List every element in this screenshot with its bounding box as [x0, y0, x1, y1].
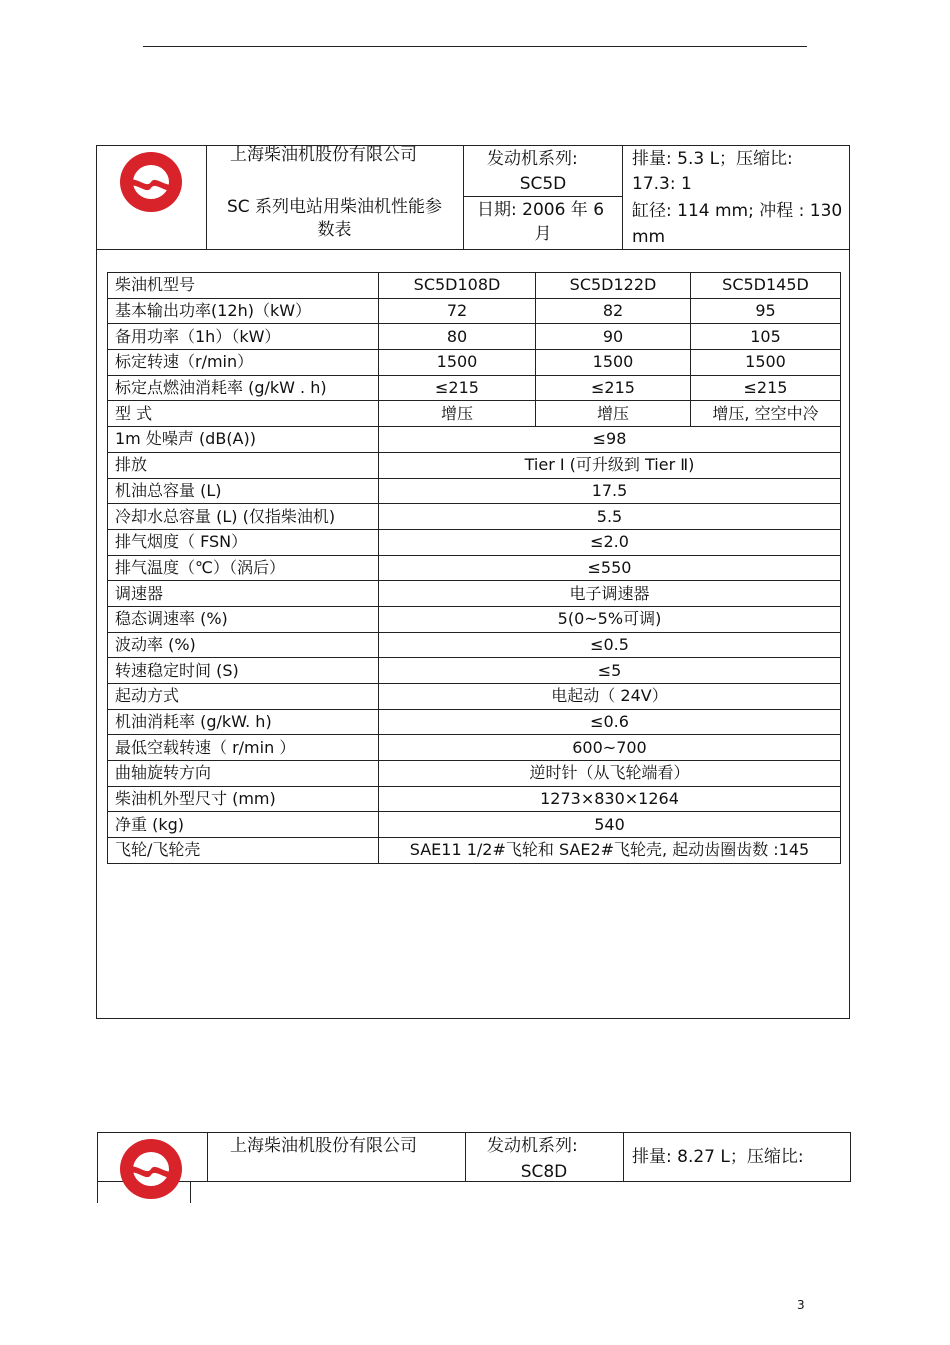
series-label: 发动机系列:	[487, 149, 578, 169]
table-row	[108, 761, 841, 787]
table-row	[108, 478, 841, 504]
row-value: 17.5	[379, 478, 841, 504]
table-row	[108, 709, 841, 735]
row-value: 增压	[536, 401, 691, 427]
row-value: 1500	[536, 350, 691, 376]
row-label: 排气温度（℃）（涡后）	[108, 555, 379, 581]
row-label: 机油总容量 (L)	[108, 478, 379, 504]
row-value: 95	[691, 298, 841, 324]
table-row	[108, 324, 841, 350]
row-label: 冷却水总容量 (L) (仅指柴油机)	[108, 504, 379, 530]
row-value: 1500	[379, 350, 536, 376]
table-row	[108, 350, 841, 376]
table-header-row	[108, 273, 841, 299]
table-row	[108, 838, 841, 864]
table-row	[108, 504, 841, 530]
table-row	[108, 427, 841, 453]
page-number: 3	[797, 1298, 805, 1312]
table-row	[108, 684, 841, 710]
row-value: ≤0.6	[379, 709, 841, 735]
row-value: 电子调速器	[379, 581, 841, 607]
table-row	[108, 452, 841, 478]
row-value: 5.5	[379, 504, 841, 530]
row-label: 备用功率（1h）（kW）	[108, 324, 379, 350]
row-label: 柴油机型号	[108, 273, 379, 299]
company-logo-2	[118, 1137, 184, 1201]
company-name-2: 上海柴油机股份有限公司	[230, 1136, 417, 1156]
spec-displacement-2: 排量: 8.27 L；压缩比:	[632, 1147, 804, 1167]
series-label-2: 发动机系列:	[487, 1136, 578, 1156]
table-row	[108, 298, 841, 324]
row-value: Tier Ⅰ (可升级到 Tier Ⅱ)	[379, 452, 841, 478]
row-value: ≤215	[379, 375, 536, 401]
table-row	[108, 401, 841, 427]
row-label: 柴油机外型尺寸 (mm)	[108, 786, 379, 812]
row-label: 基本输出功率(12h)（kW）	[108, 298, 379, 324]
row-value: 增压	[379, 401, 536, 427]
series-value-2: SC8D	[520, 1162, 568, 1182]
performance-table	[107, 272, 841, 864]
row-value: ≤98	[379, 427, 841, 453]
row-label: 波动率 (%)	[108, 632, 379, 658]
row-value: ≤5	[379, 658, 841, 684]
row-label: 标定点燃油消耗率 (g/kW . h)	[108, 375, 379, 401]
spec-displacement: 排量: 5.3 L；压缩比:	[632, 149, 793, 169]
row-label: 曲轴旋转方向	[108, 761, 379, 787]
row-value: 1500	[691, 350, 841, 376]
row-label: 机油消耗率 (g/kW. h)	[108, 709, 379, 735]
row-value: ≤0.5	[379, 632, 841, 658]
row-label: 转速稳定时间 (S)	[108, 658, 379, 684]
doc-title-line2: 数表	[317, 220, 352, 240]
row-value: 增压, 空空中冷	[691, 401, 841, 427]
spec-bore-stroke: 缸径: 114 mm; 冲程 : 130	[632, 201, 843, 221]
row-label: 稳态调速率 (%)	[108, 606, 379, 632]
table-row	[108, 606, 841, 632]
row-value: 105	[691, 324, 841, 350]
row-value: ≤2.0	[379, 529, 841, 555]
date-line2: 月	[534, 224, 552, 244]
row-value: SC5D145D	[691, 273, 841, 299]
top-rule	[143, 46, 807, 47]
row-value: 电起动（ 24V）	[379, 684, 841, 710]
row-value: 5(0~5%可调)	[379, 606, 841, 632]
row-value: 逆时针（从飞轮端看）	[379, 761, 841, 787]
row-value: ≤215	[536, 375, 691, 401]
table-row	[108, 658, 841, 684]
date-line1: 日期: 2006 年 6	[477, 200, 605, 220]
table-row	[108, 529, 841, 555]
table-row	[108, 555, 841, 581]
table-row	[108, 581, 841, 607]
table-row	[108, 786, 841, 812]
row-label: 飞轮/飞轮壳	[108, 838, 379, 864]
row-value: SAE11 1/2#飞轮和 SAE2#飞轮壳, 起动齿圈齿数 :145	[379, 838, 841, 864]
row-value: 540	[379, 812, 841, 838]
row-value: ≤550	[379, 555, 841, 581]
company-name: 上海柴油机股份有限公司	[230, 145, 417, 165]
row-value: 72	[379, 298, 536, 324]
row-label: 起动方式	[108, 684, 379, 710]
spec-unit: mm	[632, 227, 666, 247]
company-logo	[118, 150, 184, 214]
row-label: 排放	[108, 452, 379, 478]
row-value: 1273×830×1264	[379, 786, 841, 812]
row-label: 排气烟度（ FSN）	[108, 529, 379, 555]
spec-compression: 17.3: 1	[632, 174, 692, 194]
table-row	[108, 812, 841, 838]
row-value: ≤215	[691, 375, 841, 401]
row-value: SC5D122D	[536, 273, 691, 299]
table-row	[108, 375, 841, 401]
table-row	[108, 735, 841, 761]
row-value: SC5D108D	[379, 273, 536, 299]
table-row	[108, 632, 841, 658]
row-label: 最低空载转速（ r/min ）	[108, 735, 379, 761]
row-value: 600~700	[379, 735, 841, 761]
row-label: 型 式	[108, 401, 379, 427]
row-label: 1m 处噪声 (dB(A))	[108, 427, 379, 453]
row-value: 80	[379, 324, 536, 350]
row-label: 调速器	[108, 581, 379, 607]
doc-title-line1: SC 系列电站用柴油机性能参	[226, 197, 443, 217]
series-value: SC5D	[519, 174, 567, 194]
row-label: 标定转速（r/min）	[108, 350, 379, 376]
row-value: 90	[536, 324, 691, 350]
row-value: 82	[536, 298, 691, 324]
row-label: 净重 (kg)	[108, 812, 379, 838]
